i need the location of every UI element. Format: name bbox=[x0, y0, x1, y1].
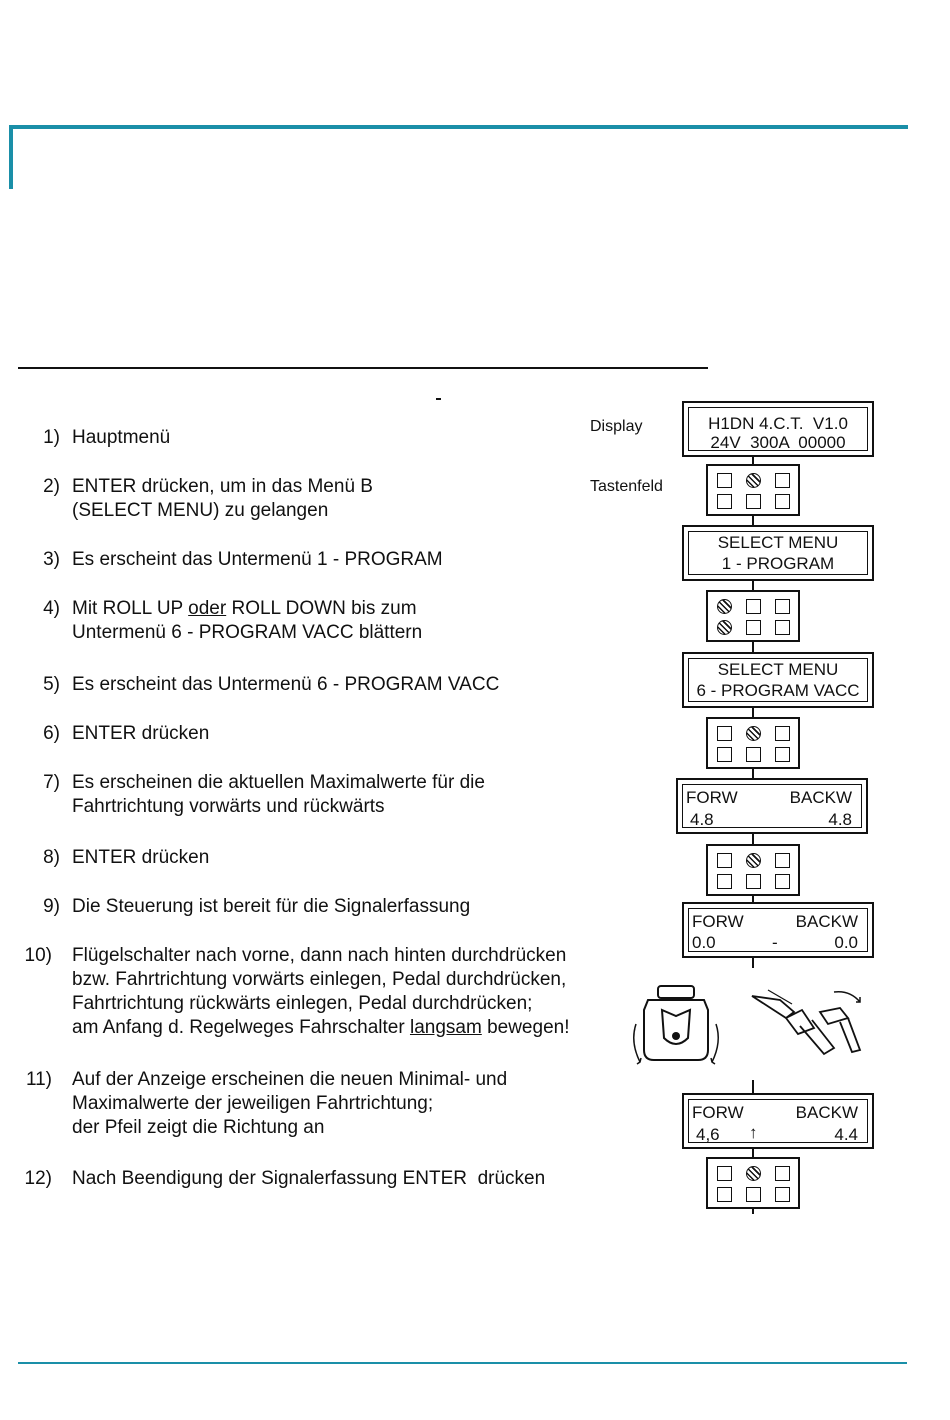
display-forw-value: 4.8 bbox=[690, 810, 714, 829]
header-rule bbox=[9, 125, 908, 129]
display-backw-label: BACKW bbox=[789, 788, 852, 807]
display-line: 24V 300A 00000 bbox=[710, 433, 846, 452]
key-top-left[interactable] bbox=[717, 1166, 732, 1181]
key-top-middle-pressed[interactable] bbox=[746, 473, 761, 488]
display-forw-label: FORW bbox=[692, 912, 744, 931]
display-select-menu-1 bbox=[682, 525, 874, 581]
key-top-right[interactable] bbox=[775, 853, 790, 868]
display-line: 6 - PROGRAM VACC bbox=[696, 681, 860, 700]
key-top-right[interactable] bbox=[775, 1166, 790, 1181]
keypad-1 bbox=[706, 464, 800, 516]
display-line: SELECT MENU bbox=[717, 533, 839, 552]
key-bottom-right[interactable] bbox=[775, 620, 790, 635]
display-line: SELECT MENU bbox=[717, 660, 839, 679]
section-separator bbox=[18, 367, 708, 369]
display-select-menu-6 bbox=[682, 652, 874, 708]
display-line: 1 - PROGRAM bbox=[721, 554, 835, 573]
key-bottom-middle[interactable] bbox=[746, 874, 761, 889]
display-forw-value: 4,6 bbox=[696, 1125, 720, 1144]
display-backw-value: 0.0 bbox=[834, 933, 858, 952]
key-top-right[interactable] bbox=[775, 473, 790, 488]
key-top-left-pressed[interactable] bbox=[717, 599, 732, 614]
display-direction: - bbox=[772, 933, 778, 952]
header-rule-left bbox=[9, 125, 13, 189]
label-keypad: Tastenfeld bbox=[590, 478, 663, 495]
key-bottom-left[interactable] bbox=[717, 1187, 732, 1202]
display-max-values bbox=[676, 778, 868, 834]
key-top-left[interactable] bbox=[717, 473, 732, 488]
arrow-up-icon: ↑ bbox=[749, 1123, 758, 1142]
keypad-3 bbox=[706, 717, 800, 769]
display-backw-label: BACKW bbox=[795, 912, 858, 931]
key-bottom-right[interactable] bbox=[775, 1187, 790, 1202]
display-ready bbox=[682, 902, 874, 958]
wing-switch-icon bbox=[628, 980, 724, 1072]
display-forw-label: FORW bbox=[692, 1103, 744, 1122]
display-new-values bbox=[682, 1093, 874, 1149]
footer-rule bbox=[18, 1362, 907, 1364]
key-top-right[interactable] bbox=[775, 599, 790, 614]
display-main-menu bbox=[682, 401, 874, 457]
keypad-5 bbox=[706, 1157, 800, 1209]
label-display: Display bbox=[590, 418, 643, 435]
key-bottom-right[interactable] bbox=[775, 747, 790, 762]
key-bottom-middle[interactable] bbox=[746, 620, 761, 635]
display-line: H1DN 4.C.T. V1.0 bbox=[708, 414, 848, 433]
display-forw-label: FORW bbox=[686, 788, 738, 807]
key-bottom-middle[interactable] bbox=[746, 1187, 761, 1202]
key-top-middle-pressed[interactable] bbox=[746, 853, 761, 868]
key-bottom-right[interactable] bbox=[775, 494, 790, 509]
key-top-left[interactable] bbox=[717, 853, 732, 868]
key-top-right[interactable] bbox=[775, 726, 790, 741]
key-top-middle[interactable] bbox=[746, 599, 761, 614]
key-top-middle-pressed[interactable] bbox=[746, 726, 761, 741]
key-top-middle-pressed[interactable] bbox=[746, 1166, 761, 1181]
key-bottom-left[interactable] bbox=[717, 747, 732, 762]
key-top-left[interactable] bbox=[717, 726, 732, 741]
display-backw-value: 4.8 bbox=[828, 810, 852, 829]
pedal-icon bbox=[750, 982, 868, 1064]
display-backw-label: BACKW bbox=[795, 1103, 858, 1122]
separator-dash bbox=[436, 398, 441, 400]
key-bottom-right[interactable] bbox=[775, 874, 790, 889]
key-bottom-left[interactable] bbox=[717, 494, 732, 509]
key-bottom-left-pressed[interactable] bbox=[717, 620, 732, 635]
key-bottom-middle[interactable] bbox=[746, 494, 761, 509]
keypad-4 bbox=[706, 844, 800, 896]
connector bbox=[752, 1080, 754, 1094]
key-bottom-middle[interactable] bbox=[746, 747, 761, 762]
keypad-2 bbox=[706, 590, 800, 642]
display-forw-value: 0.0 bbox=[692, 933, 716, 952]
key-bottom-left[interactable] bbox=[717, 874, 732, 889]
display-backw-value: 4.4 bbox=[834, 1125, 858, 1144]
